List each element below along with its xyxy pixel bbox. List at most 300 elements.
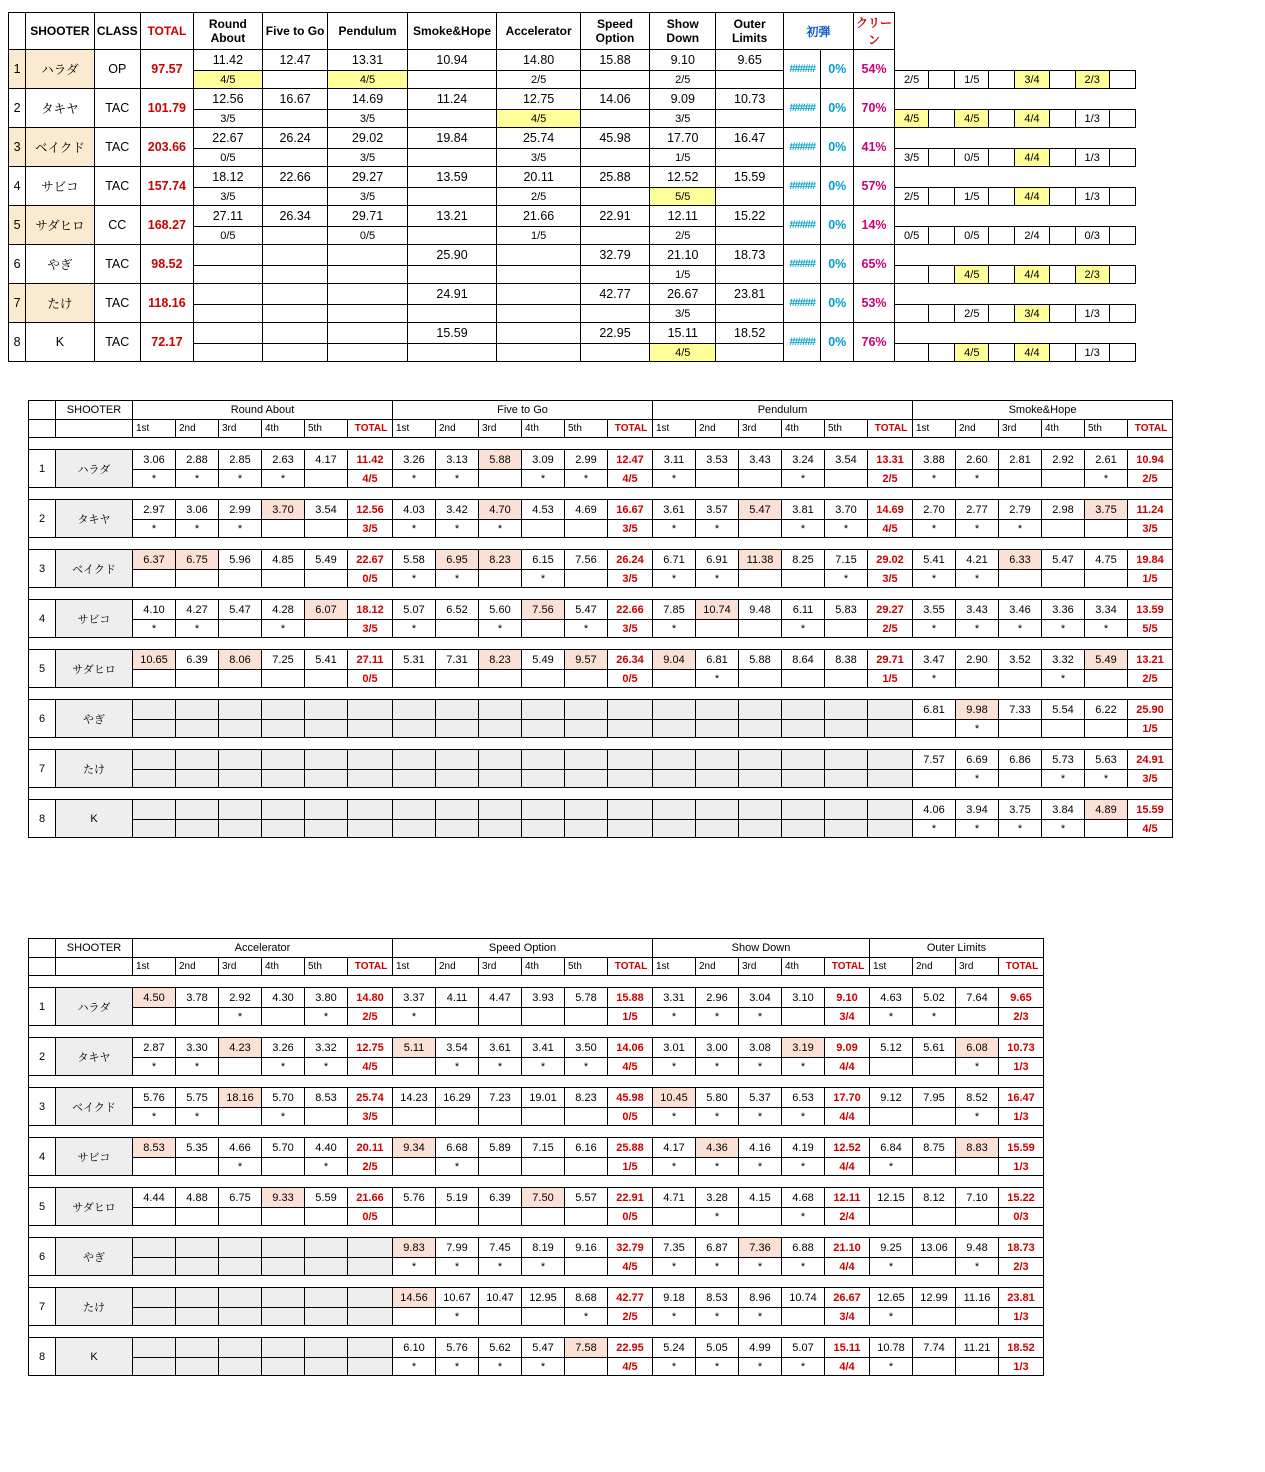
stage-hit-ratio: 3/5 [348,620,393,638]
shot-hit-star: * [782,470,825,488]
stage-hits: 4/5 [650,344,716,362]
stage-score: 19.84 [407,128,497,149]
first-shot-bullets: ##### [783,323,820,362]
stage-hit-ratio: 1/5 [1128,720,1173,738]
shooter-total: 97.57 [140,50,193,89]
shot-hit-star [305,720,348,738]
clean-pct: 14% [854,206,895,245]
clean-pct: 76% [854,323,895,362]
stage-hits: 4/5 [955,344,989,362]
shot-label: 1st [133,420,176,438]
shot-value: 3.11 [653,450,696,470]
shot-hit-star: * [782,520,825,538]
shot-value: 7.58 [565,1338,608,1358]
shot-hit-star [479,820,522,838]
shot-hit-star: * [782,1158,825,1176]
shot-value: 3.06 [176,500,219,520]
stage-hit-ratio: 1/3 [999,1158,1044,1176]
shot-label: 4th [1042,420,1085,438]
shot-hit-star [739,720,782,738]
shot-hit-star: * [825,570,868,588]
detail-values-row [29,1188,1044,1208]
shot-hit-star: * [393,620,436,638]
shot-value: 19.01 [522,1088,565,1108]
stage-total [348,1338,393,1358]
shot-hit-star [176,1158,219,1176]
shot-value [176,700,219,720]
stage-hits-pad [1049,344,1075,362]
shot-value: 8.68 [565,1288,608,1308]
stage-hits-pad [716,149,784,167]
shot-value [133,700,176,720]
shot-value: 7.36 [739,1238,782,1258]
stage-total [608,750,653,770]
clean-pct: 41% [854,128,895,167]
stage-hits: 3/4 [1015,305,1049,323]
stage-score: 21.10 [650,245,716,266]
stage-score [497,284,580,305]
shot-value [782,750,825,770]
shot-hit-star [176,1258,219,1276]
shot-value: 3.42 [436,500,479,520]
col-index [9,13,26,50]
shot-value: 5.76 [133,1088,176,1108]
row-index: 7 [29,1288,56,1326]
row-index: 1 [29,988,56,1026]
stage-hits [895,305,929,323]
col-class: CLASS [94,13,140,50]
shot-hit-star: * [653,1308,696,1326]
stage-total-label: TOTAL [348,958,393,976]
stage-hits-pad [407,344,497,362]
shot-hit-star: * [653,470,696,488]
stage-total: 26.34 [608,650,653,670]
stage-total: 12.11 [825,1188,870,1208]
shot-value: 3.43 [739,450,782,470]
detail-stars-row [29,720,1173,738]
stage-hits: 2/5 [497,188,580,206]
shot-hit-star: * [565,1308,608,1326]
shot-value: 2.92 [1042,450,1085,470]
shooter-total: 101.79 [140,89,193,128]
shot-hit-star [133,570,176,588]
stage-hits: 4/4 [1015,344,1049,362]
stage-hits: 4/5 [193,71,262,89]
shot-hit-star [305,1258,348,1276]
detail2-group-outer-limits: Outer Limits [870,939,1044,958]
shot-hit-star: * [479,1058,522,1076]
shot-hit-star: * [696,1208,739,1226]
shot-value [219,700,262,720]
shot-value: 2.92 [219,988,262,1008]
stage-hit-ratio: 5/5 [1128,620,1173,638]
shot-hit-star: * [522,1258,565,1276]
shot-label: 4th [782,958,825,976]
shooter-name: たけ [26,284,94,323]
shot-value: 8.38 [825,650,868,670]
shot-value: 3.34 [1085,600,1128,620]
shot-hit-star [219,1258,262,1276]
shot-hit-star: * [653,1008,696,1026]
stage-hits-pad [1109,305,1135,323]
shot-value [479,700,522,720]
shot-value: 6.16 [565,1138,608,1158]
shot-value: 10.65 [133,650,176,670]
shooter-total: 118.16 [140,284,193,323]
stage-hits-pad [580,149,649,167]
shot-value: 5.47 [565,600,608,620]
shot-value: 8.53 [305,1088,348,1108]
shot-hit-star: * [133,470,176,488]
shot-value [305,1338,348,1358]
stage-total: 15.22 [999,1188,1044,1208]
shot-hit-star: * [479,1358,522,1376]
stage-hit-ratio: 3/5 [868,570,913,588]
stage-score: 26.34 [262,206,327,227]
shot-hit-star: * [739,1308,782,1326]
summary-row [9,284,1136,305]
spacer [29,538,1173,550]
shot-value [436,700,479,720]
row-index: 2 [29,500,56,538]
shot-value: 7.15 [825,550,868,570]
shot-value: 8.19 [522,1238,565,1258]
stage-hits-pad [262,227,327,245]
shot-label: 3rd [479,420,522,438]
stage-hits: 3/5 [895,149,929,167]
stage-score: 12.75 [497,89,580,110]
shot-hit-star [913,1158,956,1176]
detail2-col-shooter: SHOOTER [56,939,133,958]
shot-value: 9.83 [393,1238,436,1258]
stage-hits-pad [1109,344,1135,362]
shot-hit-star [1085,520,1128,538]
stage-score: 14.69 [328,89,407,110]
shot-hit-star: * [393,1008,436,1026]
shot-value: 5.80 [696,1088,739,1108]
detail-values-row [29,1138,1044,1158]
detail-spacer-row [29,1176,1044,1188]
sub-index [29,420,56,438]
shot-hit-star: * [479,1258,522,1276]
shot-hit-star: * [999,520,1042,538]
stage-hits-pad [407,266,497,284]
shot-value: 8.06 [219,650,262,670]
shot-hit-star [565,1158,608,1176]
detail-values-row [29,1088,1044,1108]
shot-hit-star [956,1358,999,1376]
row-index: 1 [29,450,56,488]
stage-total-label: TOTAL [999,958,1044,976]
shot-value: 4.71 [653,1188,696,1208]
shot-hit-star [479,770,522,788]
stage-hits-pad [929,188,955,206]
shot-value: 6.07 [305,600,348,620]
shot-value: 12.99 [913,1288,956,1308]
shot-value: 5.76 [436,1338,479,1358]
stage-total: 20.11 [348,1138,393,1158]
shot-hit-star: * [956,1258,999,1276]
shot-hit-star [436,720,479,738]
stage-hit-ratio: 2/5 [1128,670,1173,688]
shot-hit-star [479,720,522,738]
stage-hits-pad [989,305,1015,323]
shot-hit-star: * [305,1158,348,1176]
shot-value: 5.54 [1042,700,1085,720]
shot-label: 4th [262,420,305,438]
shot-hit-star [133,1358,176,1376]
detail-stars-row [29,1108,1044,1126]
row-index: 3 [9,128,26,167]
shot-hit-star [305,1208,348,1226]
stage-hit-ratio [608,770,653,788]
shot-hit-star [393,670,436,688]
shot-value: 7.85 [653,600,696,620]
shooter-total: 98.52 [140,245,193,284]
shot-value: 9.48 [956,1238,999,1258]
shot-hit-star: * [956,770,999,788]
stage-score: 22.66 [262,167,327,188]
shot-hit-star [565,1108,608,1126]
stage-total [608,700,653,720]
stage-hits-pad [407,71,497,89]
stage-score: 14.80 [497,50,580,71]
shot-value: 5.60 [479,600,522,620]
shooter-name: ハラダ [56,450,133,488]
shot-value: 2.79 [999,500,1042,520]
shot-value: 5.49 [522,650,565,670]
stage-hit-ratio: 3/5 [608,620,653,638]
shot-hit-star [1085,820,1128,838]
shot-label: 3rd [956,958,999,976]
shot-value: 6.91 [696,550,739,570]
shot-hit-star [565,520,608,538]
shot-hit-star [956,1158,999,1176]
shot-hit-star [219,720,262,738]
sub-index [29,958,56,976]
shot-label: 4th [262,958,305,976]
shot-value: 7.45 [479,1238,522,1258]
stage-score: 45.98 [580,128,649,149]
stage-total: 18.52 [999,1338,1044,1358]
shot-value: 3.41 [522,1038,565,1058]
shot-value: 3.46 [999,600,1042,620]
row-index: 2 [29,1038,56,1076]
shot-value: 6.22 [1085,700,1128,720]
shot-label: 3rd [479,958,522,976]
shot-label: 2nd [176,420,219,438]
shot-value: 7.64 [956,988,999,1008]
shot-hit-star: * [176,520,219,538]
shot-hit-star [133,720,176,738]
shot-hit-star [219,1308,262,1326]
detail-stars-row [29,1008,1044,1026]
stage-hits-pad [929,305,955,323]
shot-value: 3.54 [436,1038,479,1058]
stage-hits: 1/3 [1075,188,1109,206]
shot-value: 4.21 [956,550,999,570]
shot-hit-star [305,1308,348,1326]
shot-hit-star [522,1008,565,1026]
stage-hits [193,305,262,323]
shot-hit-star [522,1158,565,1176]
stage-hits-pad [929,227,955,245]
shot-hit-star [262,770,305,788]
stage-hits: 2/5 [650,71,716,89]
stage-hits: 1/3 [1075,149,1109,167]
shot-hit-star: * [739,1358,782,1376]
stage-hit-ratio [348,1358,393,1376]
stage-hits-pad [929,266,955,284]
detail1-group-five-to-go: Five to Go [393,401,653,420]
shot-hit-star [393,1158,436,1176]
stage-score: 9.10 [650,50,716,71]
shot-hit-star [1085,670,1128,688]
shot-label: 5th [305,420,348,438]
shot-value: 4.47 [479,988,522,1008]
shot-hit-star: * [956,720,999,738]
detail1-col-index [29,401,56,420]
shot-hit-star: * [696,1158,739,1176]
shot-hit-star [436,1108,479,1126]
detail-stars-row [29,820,1173,838]
shot-value: 4.50 [133,988,176,1008]
stage-hits-pad [989,71,1015,89]
stage-hits-pad [1049,110,1075,128]
stage-hit-ratio: 2/5 [348,1158,393,1176]
shot-hit-star [565,570,608,588]
shot-hit-star [393,1308,436,1326]
stage-hits-pad [580,344,649,362]
shot-value: 5.83 [825,600,868,620]
stage-score [193,284,262,305]
stage-total: 45.98 [608,1088,653,1108]
detail-values-row [29,800,1173,820]
shot-hit-star [565,1258,608,1276]
shot-hit-star: * [739,1008,782,1026]
stage-hits: 4/5 [328,71,407,89]
shot-hit-star [305,1358,348,1376]
shot-hit-star: * [653,1108,696,1126]
shot-value: 7.74 [913,1338,956,1358]
shooter-name: タキヤ [56,1038,133,1076]
detail-values-row [29,750,1173,770]
stage-total: 42.77 [608,1288,653,1308]
stage-score: 26.24 [262,128,327,149]
shot-hit-star: * [305,1008,348,1026]
shooter-name: ベイクド [56,550,133,588]
spacer [29,488,1173,500]
summary-row [9,245,1136,266]
shot-value [176,1288,219,1308]
stage-hit-ratio [868,770,913,788]
shot-hit-star [825,470,868,488]
shot-label: 2nd [696,420,739,438]
detail-spacer-row [29,588,1173,600]
stage-hits: 1/5 [650,149,716,167]
stage-hits: 5/5 [650,188,716,206]
shot-value [739,800,782,820]
stage-hit-ratio: 1/3 [999,1308,1044,1326]
col-stage-smoke-and-hope: Smoke&Hope [407,13,497,50]
shot-value: 5.70 [262,1138,305,1158]
stage-total [868,700,913,720]
shot-value [133,750,176,770]
stage-total: 22.95 [608,1338,653,1358]
shot-label: 5th [1085,420,1128,438]
stage-hits: 3/5 [650,305,716,323]
stage-hits [193,266,262,284]
stage-score: 25.74 [497,128,580,149]
stage-hits-pad [716,227,784,245]
shot-hit-star [739,1208,782,1226]
shot-value: 6.11 [782,600,825,620]
detail2-group-speed-option: Speed Option [393,939,653,958]
stage-hits: 2/5 [955,305,989,323]
shot-value: 2.90 [956,650,999,670]
shot-hit-star [870,1108,913,1126]
first-shot-pct: 0% [821,50,854,89]
stage-hit-ratio: 3/4 [825,1008,870,1026]
shot-value: 3.36 [1042,600,1085,620]
shot-value [653,700,696,720]
shot-value [176,1238,219,1258]
spacer [29,788,1173,800]
shot-value: 4.36 [696,1138,739,1158]
shot-hit-star: * [956,620,999,638]
stage-hit-ratio: 1/5 [868,670,913,688]
shot-value: 5.41 [913,550,956,570]
shooter-name: やぎ [26,245,94,284]
stage-total: 26.67 [825,1288,870,1308]
shot-hit-star: * [696,520,739,538]
stage-total: 25.90 [1128,700,1173,720]
shot-value: 5.07 [393,600,436,620]
stage-score: 15.11 [650,323,716,344]
stage-total: 12.56 [348,500,393,520]
shot-value [782,800,825,820]
detail-spacer-row [29,738,1173,750]
spacer [29,1026,1044,1038]
shot-label: 2nd [956,420,999,438]
shot-value: 6.75 [176,550,219,570]
shooter-name: サビコ [26,167,94,206]
shot-value: 3.01 [653,1038,696,1058]
shooter-total: 168.27 [140,206,193,245]
stage-total [608,800,653,820]
stage-total-label: TOTAL [608,958,653,976]
shot-hit-star [176,770,219,788]
shot-hit-star: * [1042,670,1085,688]
stage-hits [193,344,262,362]
stage-hits: 1/5 [650,266,716,284]
summary-row [9,128,1136,149]
shot-hit-star [176,670,219,688]
shot-value: 13.06 [913,1238,956,1258]
stage-score [328,245,407,266]
stage-hit-ratio [608,820,653,838]
shooter-name: タキヤ [26,89,94,128]
stage-hit-ratio: 0/5 [348,570,393,588]
stage-hits-pad [580,71,649,89]
stage-hits: 2/5 [895,188,929,206]
shot-hit-star [262,1358,305,1376]
detail-stars-row [29,620,1173,638]
detail-stars-row [29,520,1173,538]
shot-hit-star [479,570,522,588]
shot-hit-star [176,1008,219,1026]
shot-hit-star [1042,470,1085,488]
